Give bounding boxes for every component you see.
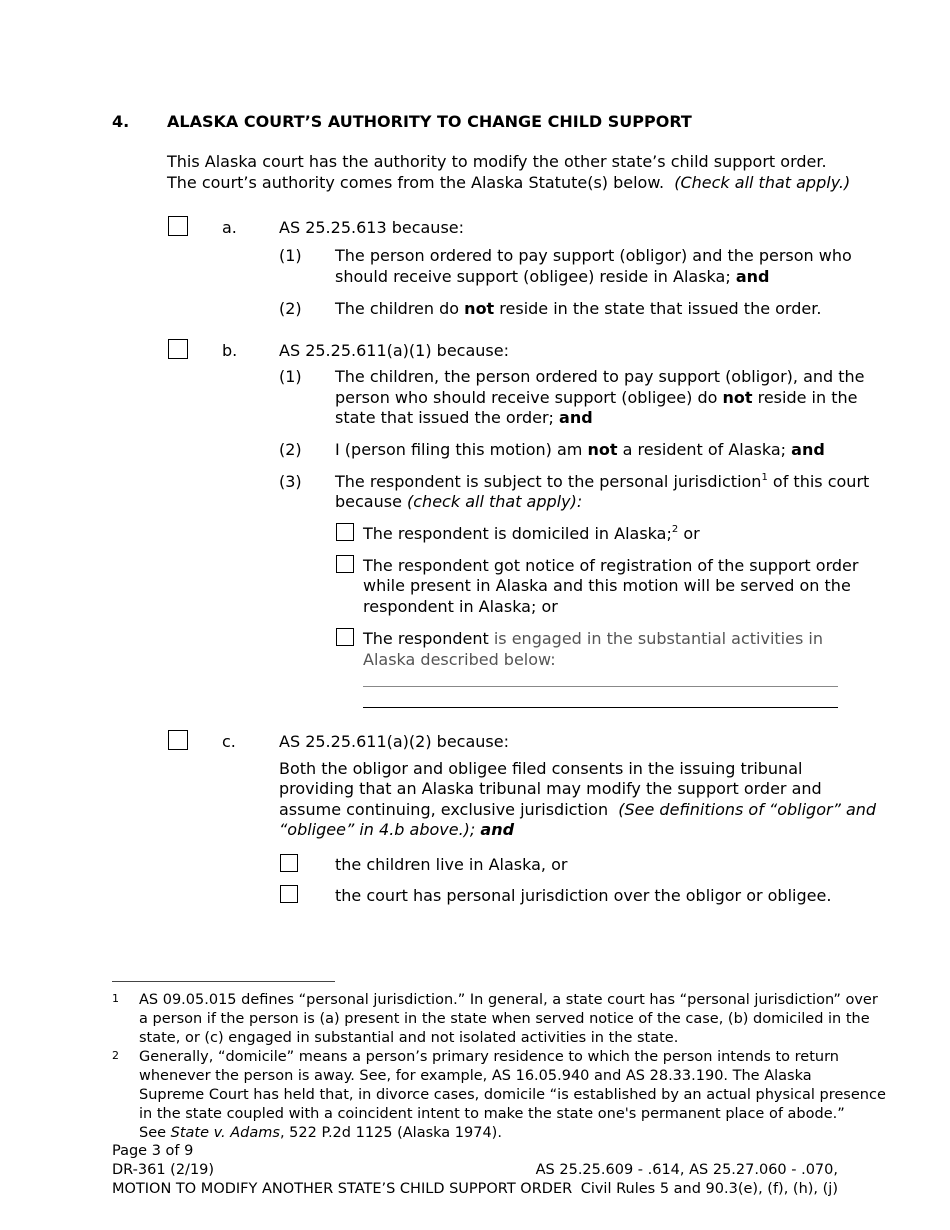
footnote-1-line1: AS 09.05.015 defines “personal jurisdiction.” In general, a state court has “personal jurisdiction” over [139, 992, 878, 1008]
option-b-statute: AS 25.25.611(a)(1) because: [279, 341, 509, 360]
intro-line-2: The court’s authority comes from the Alaska Statute(s) below. (Check all that apply.) [167, 173, 851, 192]
section-number: 4. [112, 112, 130, 131]
intro-note: (Check all that apply.) [674, 173, 851, 192]
footnote-2-line3: Supreme Court has held that, in divorce cases, domicile “is established by an actual physical presence [139, 1087, 886, 1103]
footnote-2-line2: whenever the person is away. See, for example, AS 16.05.940 and AS 28.33.190. The Alaska [139, 1068, 812, 1084]
option-a-item2-num: (2) [279, 299, 302, 318]
footnote-1-line2: a person if the person is (a) present in the state when served notice of the case, (b) domiciled in the [139, 1011, 870, 1027]
option-b-item2-num: (2) [279, 440, 302, 459]
children-live-alaska-text: the children live in Alaska, or [335, 855, 568, 874]
option-c-para-line3: assume continuing, exclusive jurisdiction (See definitions of “obligor” and [279, 800, 877, 819]
respondent-notice-line1: The respondent got notice of registration of the support order [363, 556, 859, 575]
footer-statutes: AS 25.25.609 - .614, AS 25.27.060 - .070, [535, 1162, 838, 1178]
footnote-2-mark: 2 [112, 1049, 119, 1062]
option-b-item3-line1: The respondent is subject to the personal jurisdiction$^1$ of this court [335, 472, 870, 491]
footnote-2-line4: in the state coupled with a coincident intent to make the state one's permanent place of abode.” [139, 1106, 845, 1122]
footnote-1-mark: 1 [112, 992, 119, 1005]
footnote-2-line5: See State v. Adams, 522 P.2d 1125 (Alaska 1974). [139, 1125, 502, 1141]
activities-write-line-1[interactable] [363, 686, 838, 687]
respondent-activities-checkbox[interactable] [336, 628, 354, 646]
respondent-domiciled-text: The respondent is domiciled in Alaska;$^2$ or [363, 524, 700, 543]
children-live-alaska-checkbox[interactable] [280, 854, 298, 872]
option-b-item1-line2: person who should receive support (obligee) do not reside in the [335, 388, 858, 407]
activities-write-line-2[interactable] [363, 707, 838, 708]
respondent-notice-checkbox[interactable] [336, 555, 354, 573]
respondent-activities-line2: Alaska described below: [363, 650, 556, 669]
respondent-domiciled-checkbox[interactable] [336, 523, 354, 541]
footnote-ref-2: 2 [671, 524, 679, 535]
intro-line-1: This Alaska court has the authority to modify the other state’s child support order. [167, 152, 827, 171]
respondent-notice-line2: while present in Alaska and this motion will be served on the [363, 576, 851, 595]
option-a-item2: The children do not reside in the state that issued the order. [335, 299, 822, 318]
footnote-1-line3: state, or (c) engaged in substantial and not isolated activities in the state. [139, 1030, 679, 1046]
option-c-para-line2: providing that an Alaska tribunal may modify the support order and [279, 779, 822, 798]
form-id: DR-361 (2/19) [112, 1162, 215, 1178]
option-c-letter: c. [222, 732, 236, 751]
option-b-item2: I (person filing this motion) am not a resident of Alaska; and [335, 440, 825, 459]
option-a-item1-num: (1) [279, 246, 302, 265]
option-c-checkbox[interactable] [168, 730, 188, 750]
case-citation: State v. Adams [170, 1125, 280, 1141]
footnote-2-line1: Generally, “domicile” means a person’s primary residence to which the person intends to return [139, 1049, 839, 1065]
option-a-item1-line2: should receive support (obligee) reside in Alaska; and [335, 267, 770, 286]
option-a-statute: AS 25.25.613 because: [279, 218, 465, 237]
option-a-checkbox[interactable] [168, 216, 188, 236]
option-b-item1-line1: The children, the person ordered to pay support (obligor), and the [335, 367, 865, 386]
footnote-separator [112, 981, 335, 982]
option-a-letter: a. [222, 218, 237, 237]
page-number: Page 3 of 9 [112, 1143, 194, 1159]
option-b-checkbox[interactable] [168, 339, 188, 359]
option-b-item1-line3: state that issued the order; and [335, 408, 593, 427]
option-b-item3-num: (3) [279, 472, 302, 491]
option-b-letter: b. [222, 341, 238, 360]
footer-rules: Civil Rules 5 and 90.3(e), (f), (h), (j) [580, 1181, 838, 1197]
option-b-item3-line2: because (check all that apply): [335, 492, 583, 511]
option-c-para-line1: Both the obligor and obligee filed consents in the issuing tribunal [279, 759, 803, 778]
court-jurisdiction-text: the court has personal jurisdiction over the obligor or obligee. [335, 886, 832, 905]
form-title: MOTION TO MODIFY ANOTHER STATE’S CHILD SUPPORT ORDER [112, 1181, 573, 1197]
court-jurisdiction-checkbox[interactable] [280, 885, 298, 903]
section-title: ALASKA COURT’S AUTHORITY TO CHANGE CHILD SUPPORT [167, 112, 692, 131]
option-c-para-line4: “obligee” in 4.b above.); and [279, 820, 515, 839]
respondent-activities-line1: The respondent is engaged in the substantial activities in [363, 629, 823, 648]
respondent-notice-line3: respondent in Alaska; or [363, 597, 558, 616]
option-a-item1-line1: The person ordered to pay support (obligor) and the person who [335, 246, 852, 265]
option-b-item1-num: (1) [279, 367, 302, 386]
footnote-ref-1: 1 [761, 472, 768, 483]
option-c-statute: AS 25.25.611(a)(2) because: [279, 732, 509, 751]
